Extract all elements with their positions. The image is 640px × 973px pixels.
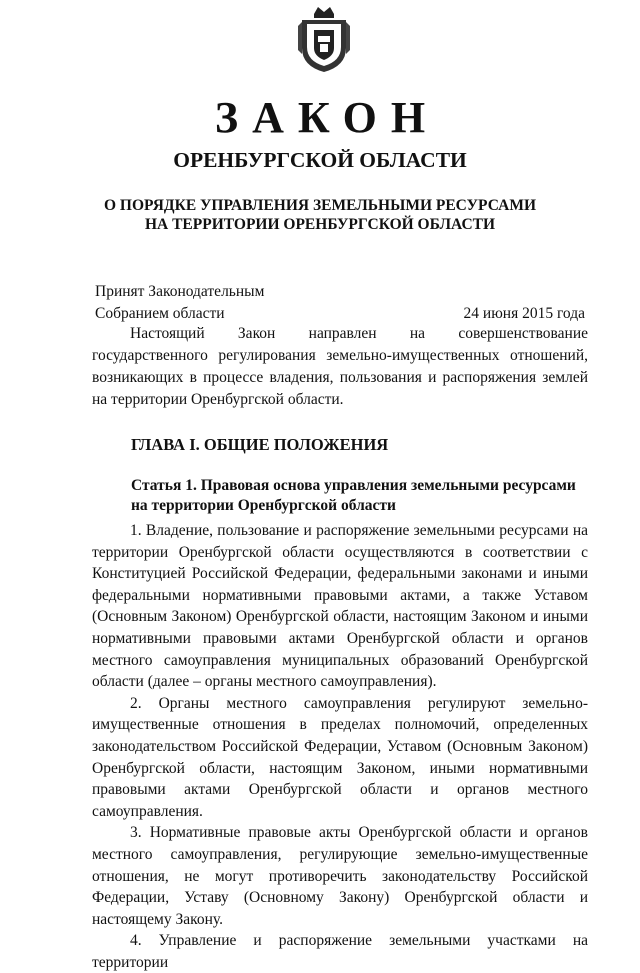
article-paragraph: 4. Управление и распоряжение земельными участками на территории	[92, 932, 588, 971]
article-heading	[131, 476, 591, 516]
article-paragraph: 3. Нормативные правовые акты Оренбургской области и органов местного самоуправления, регулирующие земельно-имущественные отношения, не могут противоречить законодательству Российской Федерации, Уставу (Основному Закону) Оренбургской области и настоящему Закону.	[92, 824, 588, 928]
adoption-line: Собранием области	[95, 305, 225, 322]
document-title: ЗАКОН	[214, 93, 440, 142]
adoption-date: 24 июня 2015 года	[463, 305, 585, 322]
law-subject-line: О ПОРЯДКЕ УПРАВЛЕНИЯ ЗЕМЕЛЬНЫМИ РЕСУРСАМИ	[103, 197, 537, 214]
article-paragraph: 2. Органы местного самоуправления регулируют земельно-имущественные отношения в пределах полномочий, определенных законодательством Российской Федерации, Уставом (Основным Законом) Оренбургской области, настоящим Законом, иными нормативными правовыми актами Оренбургской области и органов местного самоуправления.	[92, 694, 588, 820]
adoption-body	[95, 281, 264, 325]
preamble: Настоящий Закон направлен на совершенствование государственного регулирования земельно-имущественных отношений, возникающих в процессе владения, пользования и распоряжения землей на территории Оренбургской области.	[92, 325, 588, 408]
law-subject-line: НА ТЕРРИТОРИИ ОРЕНБУРГСКОЙ ОБЛАСТИ	[144, 216, 496, 233]
adoption-line: Принят Законодательным	[95, 283, 265, 300]
article-paragraph: 1. Владение, пользование и распоряжение земельными ресурсами на территории Оренбургской области осуществляются в соответствии с Конституцией Российской Федерации, федеральными законами и иными федеральными нормативными правовыми актами, а также Уставом (Основным Законом) Оренбургской области, настоящим Законом и иными нормативными правовыми актами Оренбургской области и органов местного самоуправления муниципальных образований Оренбургской области (далее – органы местного самоуправления).	[92, 522, 588, 691]
chapter-heading: ГЛАВА I. ОБЩИЕ ПОЛОЖЕНИЯ	[131, 435, 389, 454]
article-number: Статья 1.	[131, 477, 197, 494]
region-title: ОРЕНБУРГСКОЙ ОБЛАСТИ	[173, 148, 467, 172]
article-body	[92, 520, 588, 973]
law-subject	[0, 196, 640, 234]
article-name: Правовая основа управления земельными ресурсами на территории Оренбургской области	[131, 477, 576, 514]
coat-of-arms-icon	[296, 4, 352, 74]
